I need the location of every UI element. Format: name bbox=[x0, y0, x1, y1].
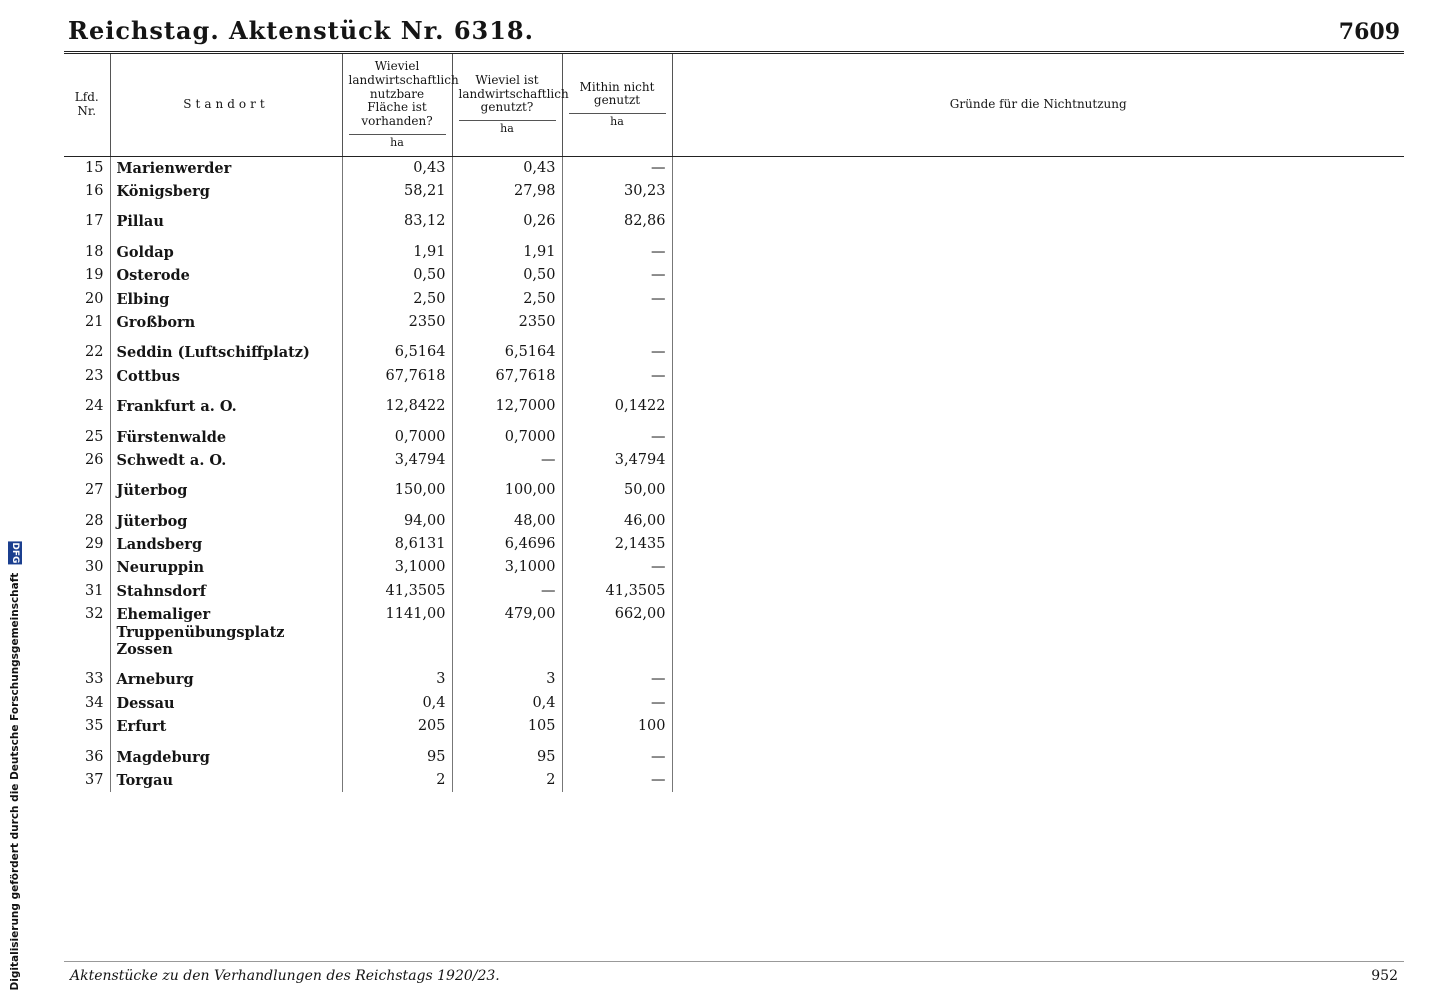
row-gruende bbox=[672, 210, 1404, 240]
table-row bbox=[64, 241, 1404, 264]
row-gruende bbox=[672, 365, 1404, 395]
row-gruende bbox=[672, 180, 1404, 210]
row-gruende bbox=[672, 341, 1404, 364]
row-genutzt: 6,4696 bbox=[452, 533, 562, 556]
row-genutzt: — bbox=[452, 449, 562, 479]
row-vorhanden: 3,4794 bbox=[342, 449, 452, 479]
table-row bbox=[64, 479, 1404, 509]
table-row bbox=[64, 668, 1404, 691]
running-head-title: Reichstag. Aktenstück Nr. 6318. bbox=[68, 16, 534, 45]
row-nicht-genutzt: — bbox=[562, 692, 672, 715]
col-header-vorhanden: Wieviel landwirtschaftlich nutzbare Fläche ist vorhanden? ha bbox=[342, 54, 452, 156]
table-row bbox=[64, 365, 1404, 395]
row-vorhanden: 67,7618 bbox=[342, 365, 452, 395]
row-standort: Schwedt a. O. bbox=[110, 449, 342, 479]
table-row bbox=[64, 556, 1404, 579]
unit-label: ha bbox=[569, 113, 666, 129]
row-nicht-genutzt: 41,3505 bbox=[562, 580, 672, 603]
row-nicht-genutzt: — bbox=[562, 264, 672, 287]
row-number: 28 bbox=[64, 510, 110, 533]
table-row bbox=[64, 180, 1404, 210]
row-gruende bbox=[672, 510, 1404, 533]
row-vorhanden: 1,91 bbox=[342, 241, 452, 264]
row-nicht-genutzt: 0,1422 bbox=[562, 395, 672, 425]
row-gruende bbox=[672, 746, 1404, 769]
row-gruende bbox=[672, 449, 1404, 479]
table-row bbox=[64, 288, 1404, 311]
row-genutzt: 0,43 bbox=[452, 156, 562, 180]
row-standort: Arneburg bbox=[110, 668, 342, 691]
unit-label: ha bbox=[349, 134, 446, 150]
table-header bbox=[64, 54, 1404, 156]
row-standort: Torgau bbox=[110, 769, 342, 792]
footer-source: Aktenstücke zu den Verhandlungen des Reichstags 1920/23. bbox=[70, 968, 500, 984]
row-nicht-genutzt: 662,00 bbox=[562, 603, 672, 668]
row-number: 32 bbox=[64, 603, 110, 668]
col-header-gruende: Gründe für die Nichtnutzung bbox=[672, 54, 1404, 156]
row-standort: Magdeburg bbox=[110, 746, 342, 769]
table-row bbox=[64, 341, 1404, 364]
row-standort: Fürstenwalde bbox=[110, 426, 342, 449]
row-nicht-genutzt: 2,1435 bbox=[562, 533, 672, 556]
row-gruende bbox=[672, 479, 1404, 509]
row-standort: Jüterbog bbox=[110, 510, 342, 533]
page-footer bbox=[64, 961, 1404, 984]
row-number: 26 bbox=[64, 449, 110, 479]
row-standort: Goldap bbox=[110, 241, 342, 264]
row-standort: Seddin (Luftschiffplatz) bbox=[110, 341, 342, 364]
row-number: 29 bbox=[64, 533, 110, 556]
row-number: 22 bbox=[64, 341, 110, 364]
row-vorhanden: 0,4 bbox=[342, 692, 452, 715]
row-vorhanden: 3 bbox=[342, 668, 452, 691]
row-number: 19 bbox=[64, 264, 110, 287]
table-row bbox=[64, 769, 1404, 792]
digitization-note-text: Digitalisierung gefördert durch die Deutsche Forschungsgemeinschaft bbox=[9, 572, 21, 990]
row-gruende bbox=[672, 156, 1404, 180]
row-gruende bbox=[672, 241, 1404, 264]
row-number: 36 bbox=[64, 746, 110, 769]
table-row bbox=[64, 395, 1404, 425]
row-number: 25 bbox=[64, 426, 110, 449]
row-standort: Elbing bbox=[110, 288, 342, 311]
row-gruende bbox=[672, 556, 1404, 579]
data-table bbox=[64, 54, 1404, 792]
row-nicht-genutzt: — bbox=[562, 769, 672, 792]
row-vorhanden: 2,50 bbox=[342, 288, 452, 311]
row-nicht-genutzt: — bbox=[562, 288, 672, 311]
row-vorhanden: 3,1000 bbox=[342, 556, 452, 579]
running-head bbox=[64, 16, 1404, 51]
row-gruende bbox=[672, 769, 1404, 792]
row-number: 31 bbox=[64, 580, 110, 603]
row-genutzt: 67,7618 bbox=[452, 365, 562, 395]
row-vorhanden: 205 bbox=[342, 715, 452, 745]
row-nicht-genutzt: — bbox=[562, 241, 672, 264]
row-standort: Erfurt bbox=[110, 715, 342, 745]
row-gruende bbox=[672, 668, 1404, 691]
table-row bbox=[64, 510, 1404, 533]
row-number: 30 bbox=[64, 556, 110, 579]
row-standort: Cottbus bbox=[110, 365, 342, 395]
row-gruende bbox=[672, 264, 1404, 287]
row-number: 15 bbox=[64, 156, 110, 180]
unit-label: ha bbox=[459, 120, 556, 136]
table-row bbox=[64, 603, 1404, 668]
table-row bbox=[64, 746, 1404, 769]
row-standort: Landsberg bbox=[110, 533, 342, 556]
row-number: 24 bbox=[64, 395, 110, 425]
row-gruende bbox=[672, 395, 1404, 425]
row-vorhanden: 2350 bbox=[342, 311, 452, 341]
row-number: 23 bbox=[64, 365, 110, 395]
row-nicht-genutzt: 30,23 bbox=[562, 180, 672, 210]
col-header-nr: Lfd. Nr. bbox=[64, 54, 110, 156]
row-genutzt: 3,1000 bbox=[452, 556, 562, 579]
row-vorhanden: 83,12 bbox=[342, 210, 452, 240]
row-number: 17 bbox=[64, 210, 110, 240]
table-body bbox=[64, 156, 1404, 792]
row-standort: Neuruppin bbox=[110, 556, 342, 579]
row-vorhanden: 8,6131 bbox=[342, 533, 452, 556]
document-page bbox=[64, 16, 1404, 984]
row-vorhanden: 95 bbox=[342, 746, 452, 769]
footer-page-number: 952 bbox=[1371, 968, 1398, 984]
row-standort: Jüterbog bbox=[110, 479, 342, 509]
row-genutzt: 0,4 bbox=[452, 692, 562, 715]
row-gruende bbox=[672, 603, 1404, 668]
row-vorhanden: 6,5164 bbox=[342, 341, 452, 364]
row-vorhanden: 0,7000 bbox=[342, 426, 452, 449]
dfg-logo: DFG bbox=[10, 541, 20, 563]
row-genutzt: 48,00 bbox=[452, 510, 562, 533]
col-header-standort: Standort bbox=[110, 54, 342, 156]
row-nicht-genutzt: — bbox=[562, 341, 672, 364]
row-vorhanden: 58,21 bbox=[342, 180, 452, 210]
row-number: 16 bbox=[64, 180, 110, 210]
row-nicht-genutzt: — bbox=[562, 365, 672, 395]
running-head-page-number: 7609 bbox=[1338, 19, 1400, 45]
row-genutzt: 0,7000 bbox=[452, 426, 562, 449]
row-nicht-genutzt: 50,00 bbox=[562, 479, 672, 509]
digitization-note bbox=[4, 541, 26, 990]
row-nicht-genutzt: — bbox=[562, 156, 672, 180]
row-genutzt: 2,50 bbox=[452, 288, 562, 311]
col-header-genutzt: Wieviel ist landwirtschaftlich genutzt? ha bbox=[452, 54, 562, 156]
row-standort: Ehemaliger Truppenübungsplatz Zossen bbox=[110, 603, 342, 668]
row-nicht-genutzt: — bbox=[562, 426, 672, 449]
row-number: 35 bbox=[64, 715, 110, 745]
row-number: 21 bbox=[64, 311, 110, 341]
table-row bbox=[64, 715, 1404, 745]
row-genutzt: 6,5164 bbox=[452, 341, 562, 364]
row-genutzt: 0,26 bbox=[452, 210, 562, 240]
row-standort: Stahnsdorf bbox=[110, 580, 342, 603]
row-vorhanden: 150,00 bbox=[342, 479, 452, 509]
table-row bbox=[64, 156, 1404, 180]
row-gruende bbox=[672, 715, 1404, 745]
row-nicht-genutzt: 3,4794 bbox=[562, 449, 672, 479]
table-row bbox=[64, 692, 1404, 715]
row-genutzt: 2 bbox=[452, 769, 562, 792]
row-genutzt: 479,00 bbox=[452, 603, 562, 668]
table-row bbox=[64, 264, 1404, 287]
table-row bbox=[64, 533, 1404, 556]
row-standort: Dessau bbox=[110, 692, 342, 715]
row-gruende bbox=[672, 288, 1404, 311]
row-number: 18 bbox=[64, 241, 110, 264]
row-gruende bbox=[672, 692, 1404, 715]
row-genutzt: 2350 bbox=[452, 311, 562, 341]
row-nicht-genutzt: 46,00 bbox=[562, 510, 672, 533]
col-header-nicht-genutzt: Mithin nicht genutzt ha bbox=[562, 54, 672, 156]
row-genutzt: 3 bbox=[452, 668, 562, 691]
row-nicht-genutzt bbox=[562, 311, 672, 341]
row-nicht-genutzt: 100 bbox=[562, 715, 672, 745]
row-standort: Königsberg bbox=[110, 180, 342, 210]
row-vorhanden: 41,3505 bbox=[342, 580, 452, 603]
row-gruende bbox=[672, 426, 1404, 449]
row-gruende bbox=[672, 580, 1404, 603]
row-standort: Pillau bbox=[110, 210, 342, 240]
row-nicht-genutzt: — bbox=[562, 668, 672, 691]
row-standort: Großborn bbox=[110, 311, 342, 341]
table-row bbox=[64, 311, 1404, 341]
row-nicht-genutzt: — bbox=[562, 746, 672, 769]
row-genutzt: 12,7000 bbox=[452, 395, 562, 425]
row-nicht-genutzt: — bbox=[562, 556, 672, 579]
row-vorhanden: 0,50 bbox=[342, 264, 452, 287]
row-number: 20 bbox=[64, 288, 110, 311]
row-standort: Osterode bbox=[110, 264, 342, 287]
row-vorhanden: 94,00 bbox=[342, 510, 452, 533]
row-genutzt: 1,91 bbox=[452, 241, 562, 264]
table-row bbox=[64, 426, 1404, 449]
row-gruende bbox=[672, 311, 1404, 341]
row-number: 37 bbox=[64, 769, 110, 792]
row-genutzt: 95 bbox=[452, 746, 562, 769]
row-genutzt: 105 bbox=[452, 715, 562, 745]
row-genutzt: 100,00 bbox=[452, 479, 562, 509]
row-vorhanden: 12,8422 bbox=[342, 395, 452, 425]
table-row bbox=[64, 449, 1404, 479]
row-gruende bbox=[672, 533, 1404, 556]
row-standort: Marienwerder bbox=[110, 156, 342, 180]
row-genutzt: — bbox=[452, 580, 562, 603]
row-number: 33 bbox=[64, 668, 110, 691]
table-row bbox=[64, 210, 1404, 240]
row-vorhanden: 2 bbox=[342, 769, 452, 792]
row-genutzt: 0,50 bbox=[452, 264, 562, 287]
row-nicht-genutzt: 82,86 bbox=[562, 210, 672, 240]
row-standort: Frankfurt a. O. bbox=[110, 395, 342, 425]
row-genutzt: 27,98 bbox=[452, 180, 562, 210]
table-row bbox=[64, 580, 1404, 603]
row-vorhanden: 0,43 bbox=[342, 156, 452, 180]
row-number: 27 bbox=[64, 479, 110, 509]
row-number: 34 bbox=[64, 692, 110, 715]
row-vorhanden: 1141,00 bbox=[342, 603, 452, 668]
